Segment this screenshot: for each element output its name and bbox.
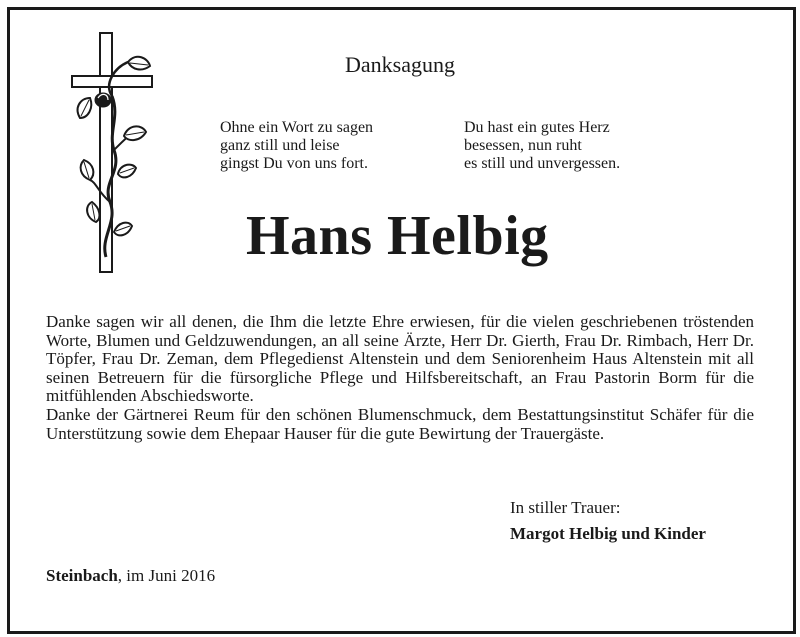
mourning-line: In stiller Trauer: [510,498,621,517]
thanks-text [46,313,754,443]
poem-line: Ohne ein Wort zu sagen [220,119,374,136]
place-date [46,566,215,586]
notice-heading: Danksagung [345,52,455,77]
thanks-paragraph: Danke der Gärtnerei Reum für den schönen Blumenschmuck, dem Bestattungsinstitut Schäfer für die Unterstützung sowie dem Ehepaar Hauser für die gute Bewirtung der Trauergäste. [46,404,754,443]
poem-left [220,119,373,173]
deceased-name: Hans Helbig [246,205,549,267]
poem-line: es still und unvergessen. [464,155,621,172]
poem-line: besessen, nun ruht [464,137,582,154]
signatories: Margot Helbig und Kinder [510,524,706,543]
place-name: Steinbach [46,566,118,585]
poem-line: Du hast ein gutes Herz [464,119,610,136]
thanks-paragraph: Danke sagen wir all denen, die Ihm die letzte Ehre erwiesen, für die vielen geschriebenen tröstenden Worte, Blumen und Geldzuwendungen, an all seine Ärzte, Herr Dr. Gierth, Frau Dr. Rimbach, Herr Dr. Töpfer, Frau Dr. Zeman, dem Pflegedienst Altenstein und dem Seniorenheim Haus Altenstein mit all seinen Betreuern für die fürsorgliche Pflege und Hilfsbereitschaft, an Frau Pastorin Borm für die mitfühlenden Abschiedsworte. [46,312,754,406]
date-text: , im Juni 2016 [117,566,216,585]
poem-line: ganz still und leise [220,137,340,154]
poem-right [464,119,620,173]
poem-line: gingst Du von uns fort. [220,155,368,172]
